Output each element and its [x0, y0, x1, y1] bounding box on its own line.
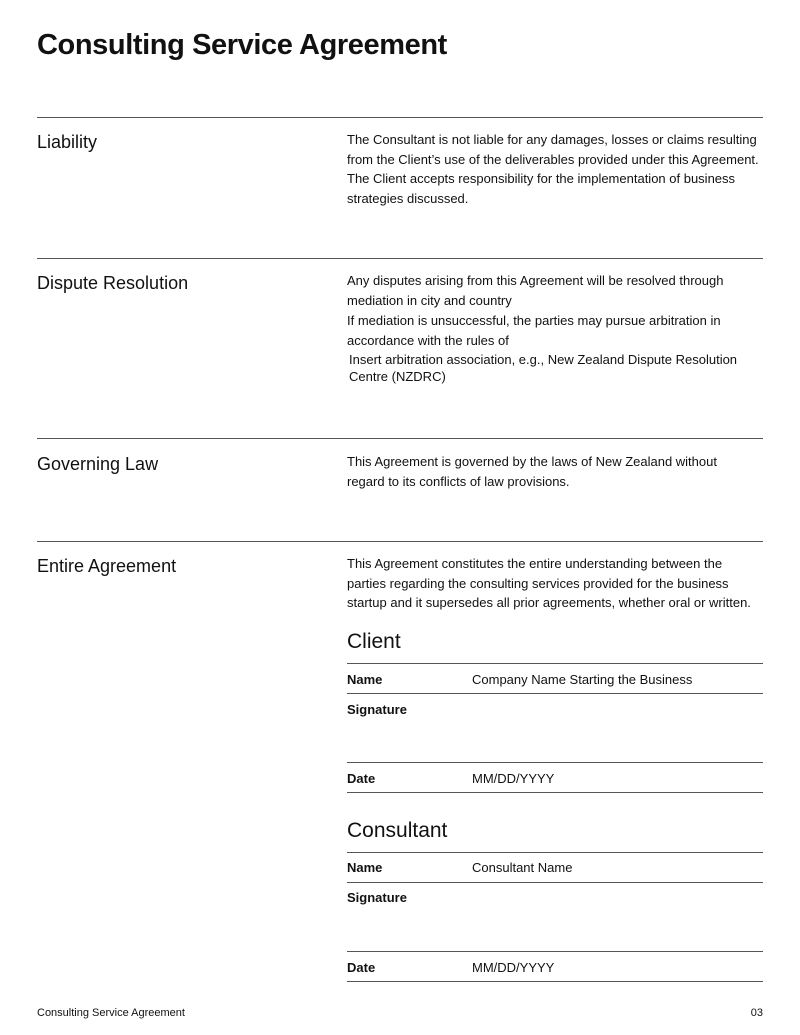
client-signature-label: Signature	[347, 702, 407, 717]
section-heading-governing-law: Governing Law	[37, 454, 159, 474]
section-divider	[37, 541, 763, 542]
client-heading: Client	[347, 630, 401, 653]
section-heading-liability: Liability	[37, 132, 98, 152]
footer-document-name: Consulting Service Agreement	[37, 1007, 185, 1019]
consultant-date-field[interactable]: MM/DD/YYYY	[472, 960, 555, 975]
section-divider	[37, 438, 763, 439]
field-divider	[347, 852, 763, 853]
consultant-signature-label: Signature	[347, 890, 407, 905]
consultant-date-label: Date	[347, 960, 376, 975]
field-divider	[347, 663, 763, 664]
dispute-mediation-text: Any disputes arising from this Agreement will be resolved through mediation in city and country	[347, 273, 724, 308]
consultant-name-field[interactable]: Consultant Name	[472, 860, 573, 875]
governing-law-text: This Agreement is governed by the laws of New Zealand without regard to its conflicts of law provisions.	[347, 454, 717, 489]
client-date-field[interactable]: MM/DD/YYYY	[472, 771, 555, 786]
page-title: Consulting Service Agreement	[37, 29, 447, 61]
section-heading-dispute-resolution: Dispute Resolution	[37, 273, 189, 293]
client-name-field[interactable]: Company Name Starting the Business	[472, 672, 693, 687]
client-signature-line[interactable]	[347, 762, 763, 763]
field-divider	[347, 693, 763, 694]
dispute-arbitration-text: If mediation is unsuccessful, the parties may pursue arbitration in accordance with the rules of	[347, 313, 721, 348]
section-divider	[37, 258, 763, 259]
arbitration-association-field[interactable]: Insert arbitration association, e.g., New Zealand Dispute Resolution Centre (NZDRC)	[349, 352, 738, 384]
field-divider	[347, 792, 763, 793]
footer-page-number: 03	[750, 1007, 763, 1019]
client-name-label: Name	[347, 672, 383, 687]
client-date-label: Date	[347, 771, 376, 786]
consultant-name-label: Name	[347, 860, 383, 875]
liability-text: The Consultant is not liable for any damages, losses or claims resulting from the Client’s use of the deliverables provided under this Agreement. The Client accepts responsibility for the implementation of business strategies discussed.	[347, 132, 759, 207]
section-divider	[37, 117, 763, 118]
field-divider	[347, 882, 763, 883]
consultant-heading: Consultant	[347, 819, 448, 842]
consultant-signature-line[interactable]	[347, 951, 763, 952]
entire-agreement-text: This Agreement constitutes the entire understanding between the parties regarding the consulting services provided for the business startup and it supersedes all prior agreements, whether oral or written.	[347, 556, 751, 611]
field-divider	[347, 981, 763, 982]
section-heading-entire-agreement: Entire Agreement	[37, 556, 177, 576]
